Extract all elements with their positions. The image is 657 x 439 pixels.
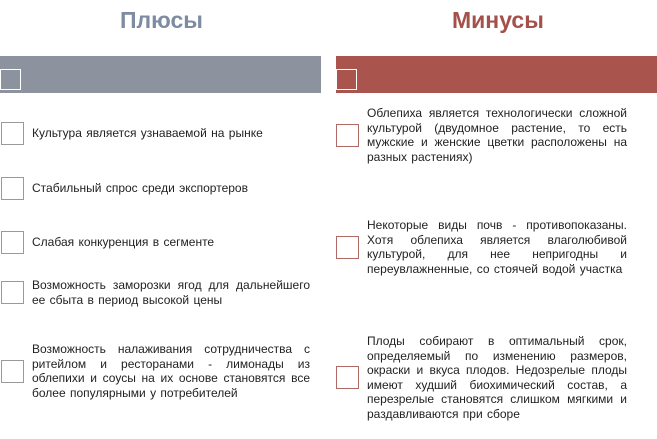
cons-item-checkbox[interactable] <box>336 124 359 147</box>
pros-item-text: Культура является узнаваемой на рынке <box>32 126 263 141</box>
cons-item-checkbox[interactable] <box>336 366 359 389</box>
cons-item-text: Некоторые виды почв - противопоказаны. Хотя облепиха является влаголюбивой культурой, для нее непригодны и переувлажненные, со стоячей водой участка <box>367 218 627 276</box>
cons-item-text: Плоды собирают в оптимальный срок, определяемый по изменению размеров, окраски и вкуса плодов. Недозрелые плоды имеют худший биохимический состав, а перезрелые становятся слишком мягкими и раздавливаются при сборе <box>367 334 627 421</box>
pros-item-text: Стабильный спрос среди экспортеров <box>32 181 248 196</box>
pros-item-text: Возможность налаживания сотрудничества с ритейлом и ресторанами - лимонады из облепихи и соусы на их основе становятся все более популярными у потребителей <box>32 342 310 400</box>
cons-item <box>336 334 627 421</box>
cons-header-checkbox[interactable] <box>336 69 357 90</box>
pros-item-text: Возможность заморозки ягод для дальнейшего ее сбыта в период высокой цены <box>32 278 310 307</box>
cons-item <box>336 106 627 164</box>
cons-header-bar <box>336 56 657 93</box>
pros-item <box>1 122 310 145</box>
pros-item <box>1 231 310 254</box>
pros-header-bar <box>0 56 321 93</box>
pros-item-checkbox[interactable] <box>1 360 24 383</box>
cons-item-checkbox[interactable] <box>336 236 359 259</box>
pros-item <box>1 278 310 307</box>
pros-item-checkbox[interactable] <box>1 231 24 254</box>
pros-header-checkbox[interactable] <box>0 69 21 90</box>
cons-heading: Минусы <box>452 7 544 33</box>
cons-item-text: Облепиха является технологически сложной культурой (двудомное растение, то есть мужские и женские цветки расположены на разных растениях) <box>367 106 627 164</box>
pros-item <box>1 342 310 400</box>
pros-item-checkbox[interactable] <box>1 177 24 200</box>
pros-item-checkbox[interactable] <box>1 122 24 145</box>
pros-item <box>1 177 310 200</box>
pros-heading: Плюсы <box>120 7 203 33</box>
cons-item <box>336 218 627 276</box>
pros-item-checkbox[interactable] <box>1 281 24 304</box>
pros-item-text: Слабая конкуренция в сегменте <box>32 235 215 250</box>
